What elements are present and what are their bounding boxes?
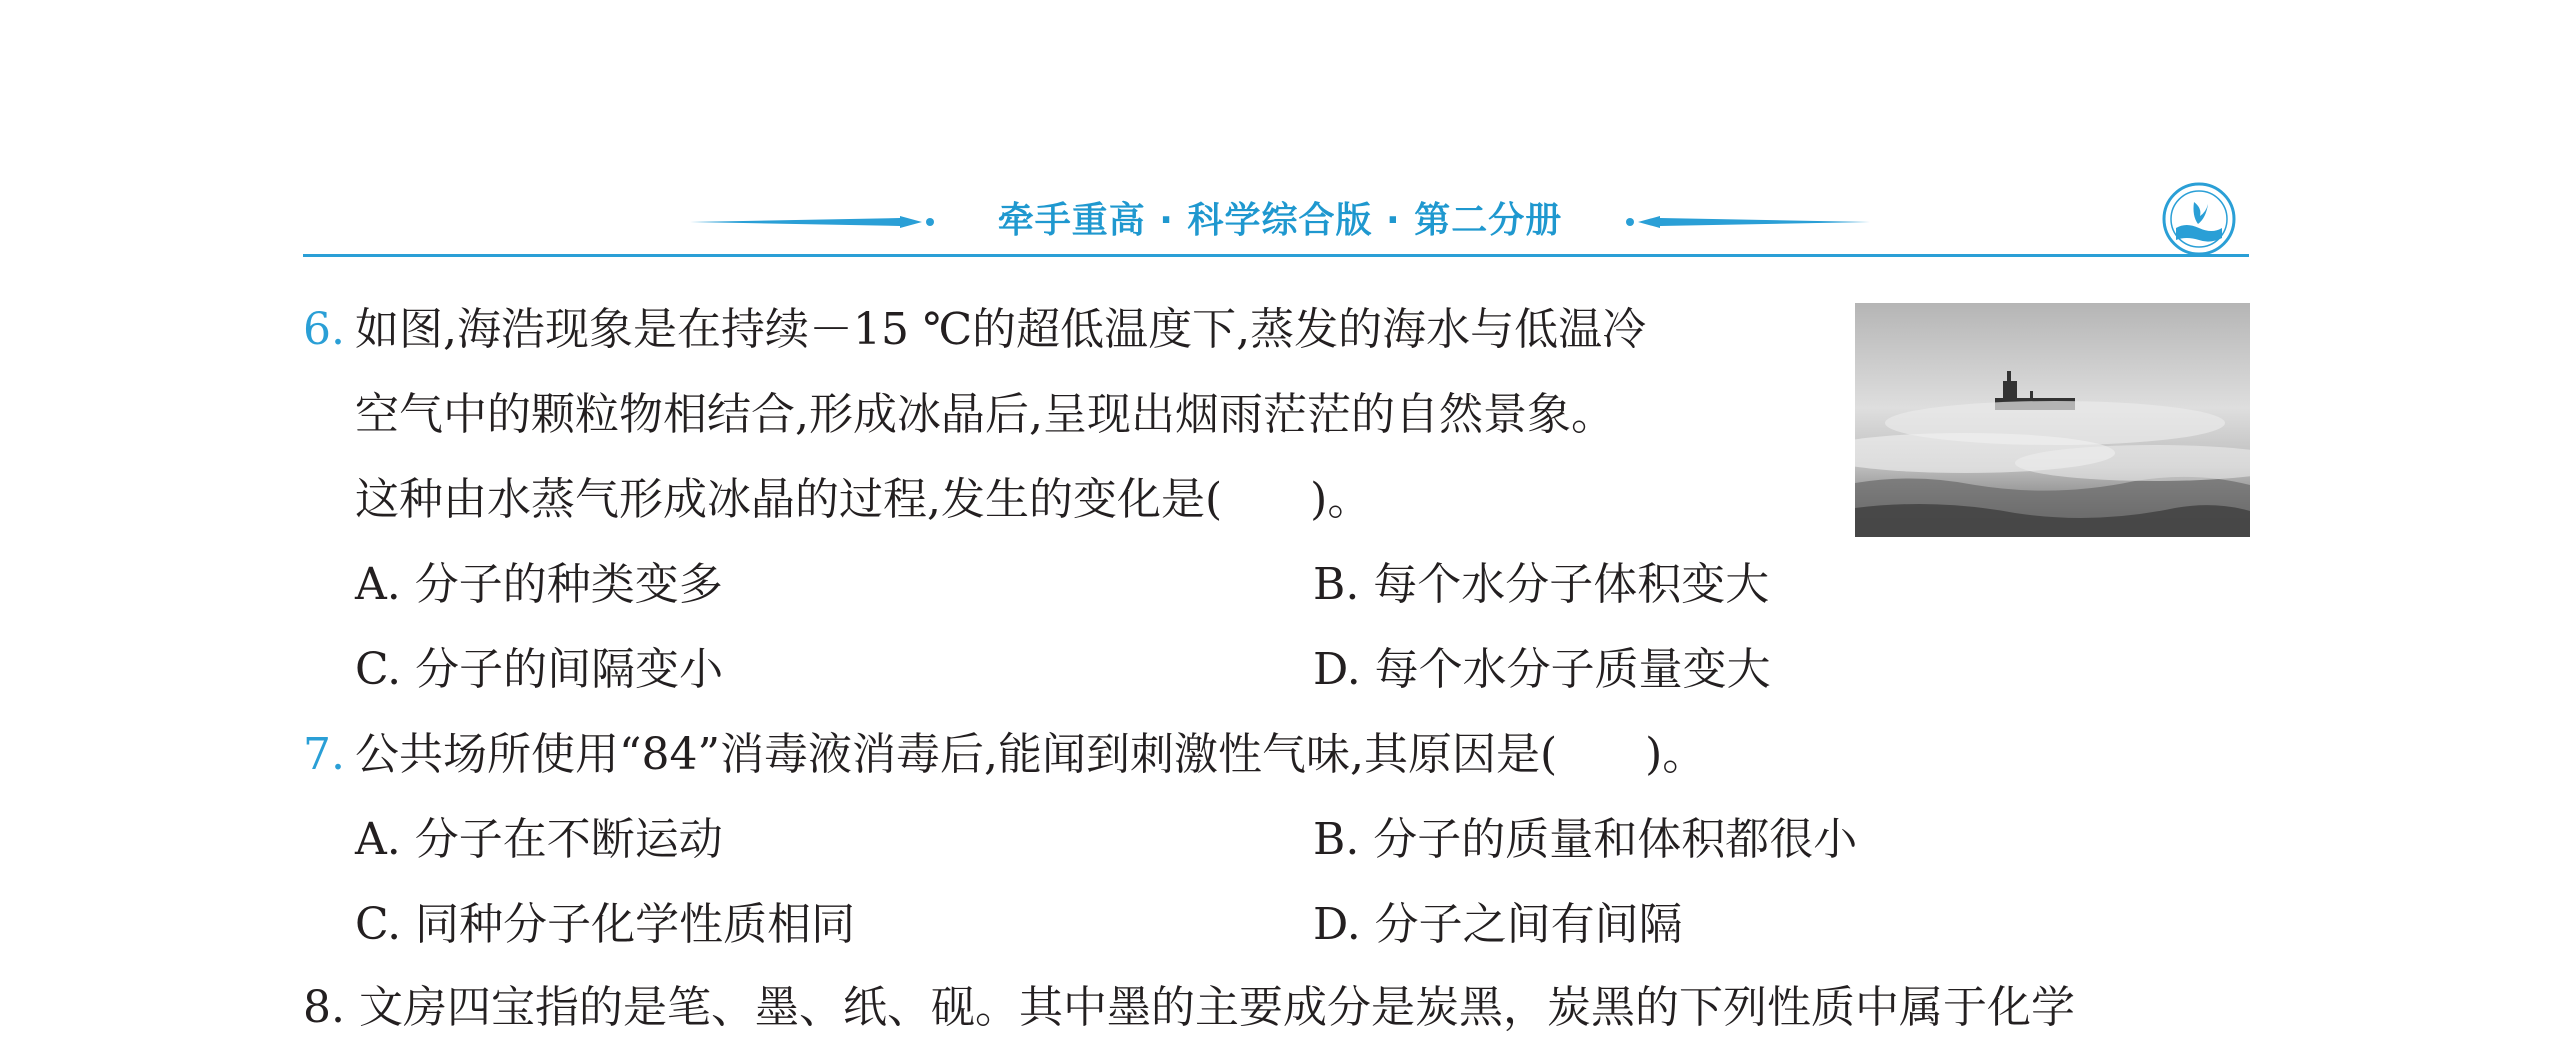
- question-text-line: 空气中的颗粒物相结合,形成冰晶后,呈现出烟雨茫茫的自然景象。: [355, 389, 1615, 440]
- header-rule: [303, 254, 2249, 257]
- option-c: C. 同种分子化学性质相同: [355, 899, 856, 950]
- option-a: A. 分子的种类变多: [355, 559, 723, 610]
- sea-smoke-ship-photo: [1855, 303, 2250, 537]
- option-c: C. 分子的间隔变小: [355, 644, 724, 695]
- option-d: D. 分子之间有间隔: [1313, 899, 1683, 950]
- publisher-logo-icon: [2162, 182, 2236, 256]
- header-ornament-right: [1620, 210, 1870, 234]
- question-text-line-cutoff: 8. 文房四宝指的是笔、墨、纸、砚。其中墨的主要成分是炭黑，炭黑的下列性质中属于化学: [303, 982, 2075, 1033]
- option-d: D. 每个水分子质量变大: [1313, 644, 1771, 695]
- header-title: 牵手重高 · 科学综合版 · 第二分册: [997, 200, 1563, 241]
- question-text-line: 如图,海浩现象是在持续－15 ℃的超低温度下,蒸发的海水与低温冷: [355, 304, 1647, 355]
- question-number: 6.: [303, 304, 345, 355]
- option-b: B. 分子的质量和体积都很小: [1313, 814, 1858, 865]
- option-b: B. 每个水分子体积变大: [1313, 559, 1770, 610]
- question-text-line: 这种由水蒸气形成冰晶的过程,发生的变化是( )。: [355, 474, 1372, 525]
- header-ornament-left: [690, 210, 940, 234]
- question-number: 7.: [303, 729, 345, 780]
- question-text-line: 公共场所使用“84”消毒液消毒后,能闻到刺激性气味,其原因是( )。: [355, 729, 1707, 780]
- option-a: A. 分子在不断运动: [355, 814, 723, 865]
